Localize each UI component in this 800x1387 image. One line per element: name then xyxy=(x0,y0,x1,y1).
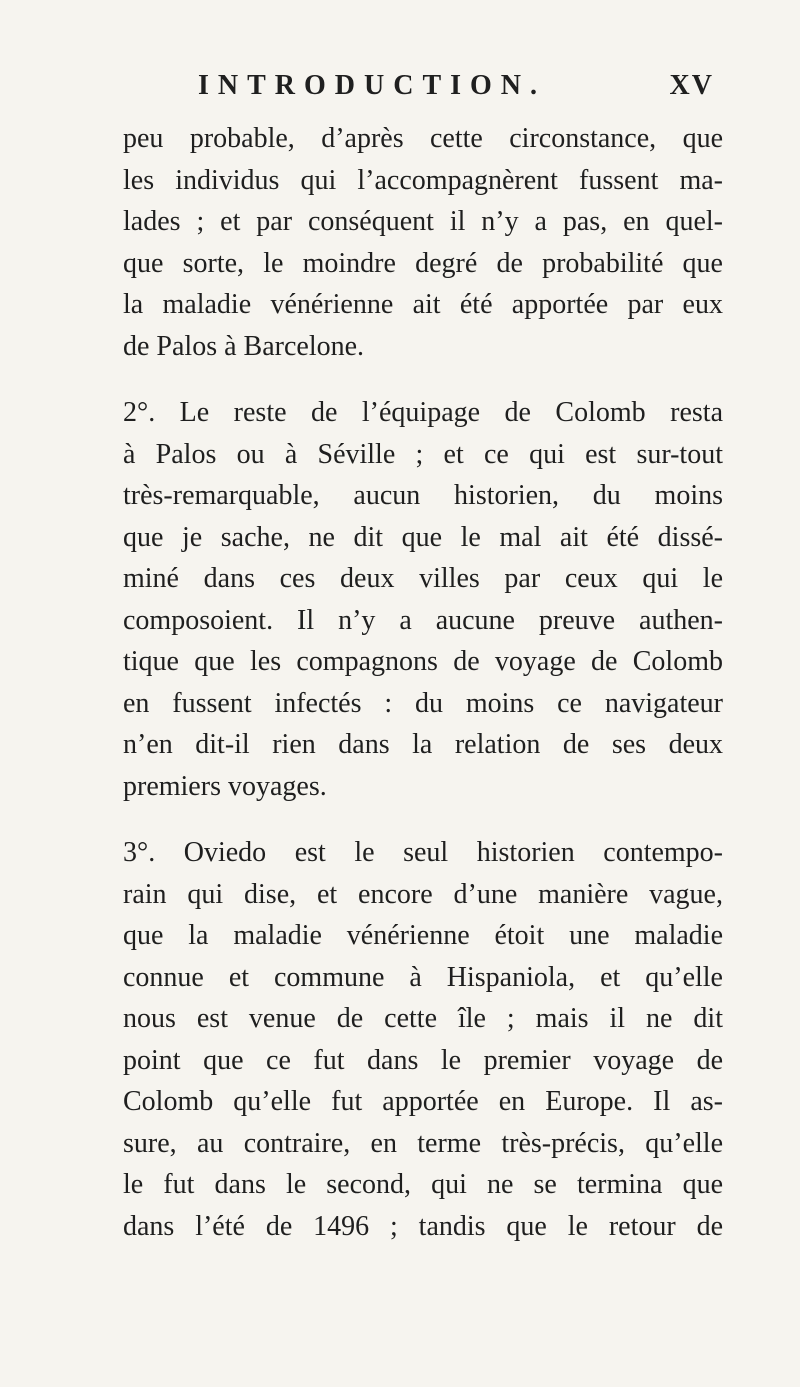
page-number: XV xyxy=(669,70,714,101)
text-line: dans l’été de 1496 ; tandis que le retour de xyxy=(123,1210,723,1242)
running-title: INTRODUCTION. xyxy=(198,70,547,101)
text-line: 3°. Oviedo est le seul historien contempo- xyxy=(123,837,723,868)
text-line: connue et commune à Hispaniola, et qu’elle xyxy=(123,961,723,993)
text-line: la maladie vénérienne ait été apportée par eux xyxy=(123,289,723,320)
text-line: peu probable, d’après cette circonstance, que xyxy=(123,123,723,154)
text-line: Colomb qu’elle fut apportée en Europe. Il as- xyxy=(123,1086,723,1117)
text-line: composoient. Il n’y a aucune preuve authen- xyxy=(123,604,723,636)
text-line: que sorte, le moindre degré de probabilité que xyxy=(123,247,723,279)
text-line: tique que les compagnons de voyage de Colomb xyxy=(123,646,723,677)
paragraph-2 xyxy=(123,392,723,807)
text-line: sure, au contraire, en terme très-précis, qu’elle xyxy=(123,1127,723,1159)
text-line: à Palos ou à Séville ; et ce qui est sur-tout xyxy=(123,438,723,470)
text-line: le fut dans le second, qui ne se termina que xyxy=(123,1169,723,1200)
paragraph-1 xyxy=(123,118,723,367)
text-line: les individus qui l’accompagnèrent fussent ma- xyxy=(123,164,723,196)
text-line: de Palos à Barcelone. xyxy=(123,330,365,362)
text-line: 2°. Le reste de l’équipage de Colomb resta xyxy=(123,397,723,428)
page-header xyxy=(0,70,800,110)
text-line: très-remarquable, aucun historien, du moins xyxy=(123,480,723,511)
text-line: nous est venue de cette île ; mais il ne dit xyxy=(123,1003,723,1034)
text-line: miné dans ces deux villes par ceux qui le xyxy=(123,563,723,594)
text-line: lades ; et par conséquent il n’y a pas, en quel- xyxy=(123,206,723,237)
page-body xyxy=(123,118,723,1247)
text-line: que la maladie vénérienne étoit une maladie xyxy=(123,920,723,951)
text-line: que je sache, ne dit que le mal ait été dissé- xyxy=(123,521,723,553)
text-line: en fussent infectés : du moins ce navigateur xyxy=(123,687,723,719)
text-line: point que ce fut dans le premier voyage de xyxy=(123,1044,723,1076)
text-line: premiers voyages. xyxy=(123,770,327,802)
text-line: n’en dit-il rien dans la relation de ses deux xyxy=(123,729,723,760)
text-line: rain qui dise, et encore d’une manière vague, xyxy=(123,878,723,910)
paragraph-3 xyxy=(123,832,723,1247)
